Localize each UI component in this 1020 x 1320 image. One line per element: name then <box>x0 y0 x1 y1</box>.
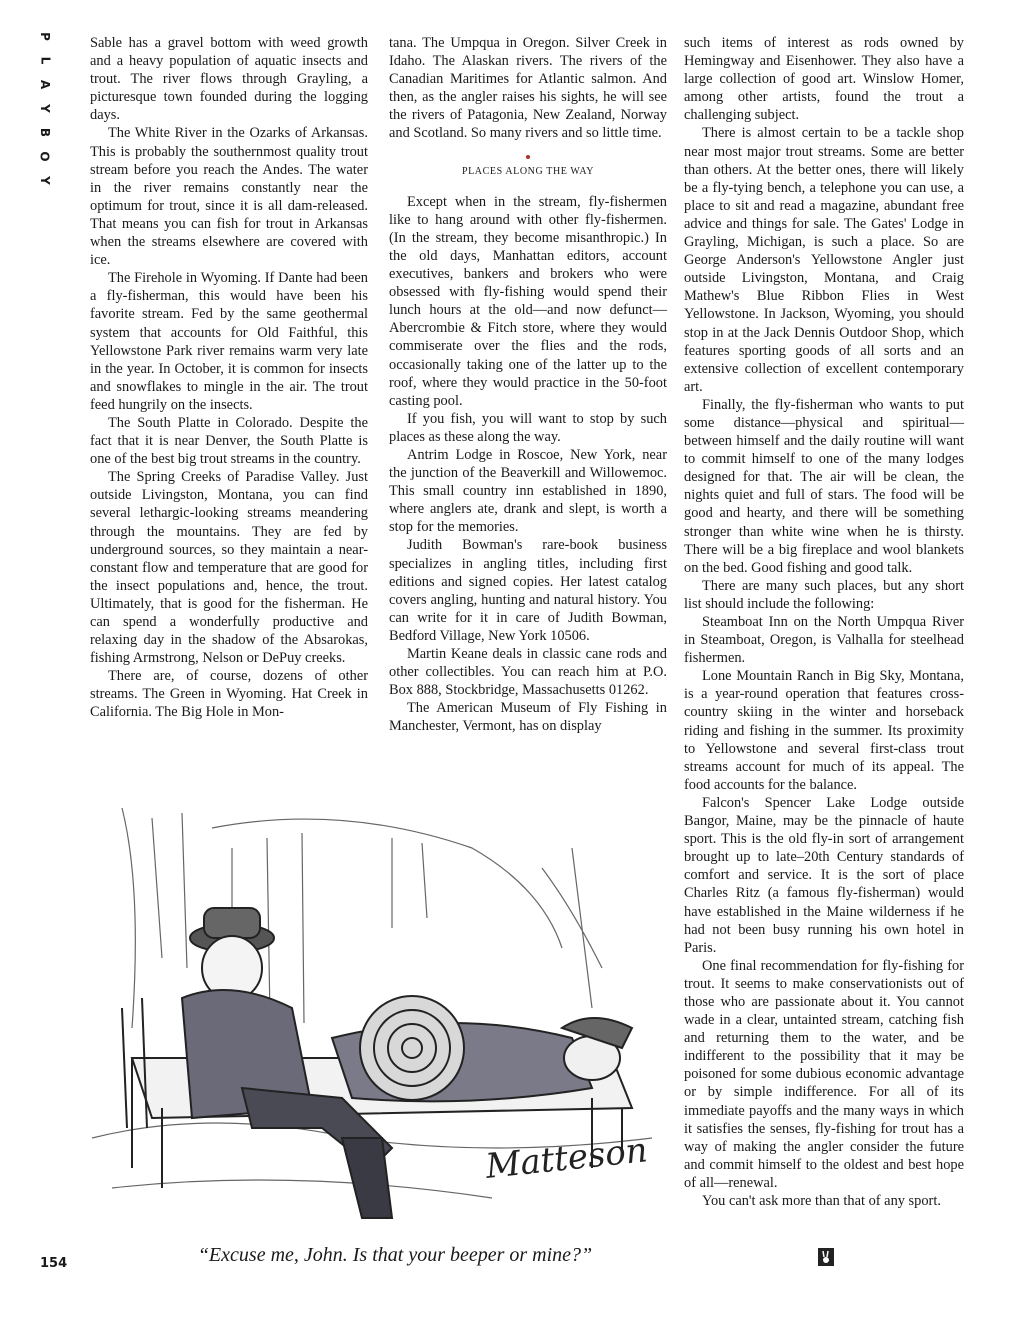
paragraph: There is almost certain to be a tackle shop near most major trout streams. Some are better than others. At the better ones, there will likely be a fly-tying bench, a telephone you can use, a place to sit and read a magazine, abundant free advice and things for sale. The Gates' Lodge in Grayling, Michigan, is such a place. So are George Anderson's Yellowstone Angler just outside Livingston, Montana, and Craig Mathew's Blue Ribbon Flies in West Yellowstone. In Jackson, Wyoming, you should stop in at the Jack Dennis Outdoor Shop, which features sporting goods of all sorts and an extensive collection of excellent contemporary art. <box>684 125 964 395</box>
article-column-3 <box>684 34 964 1210</box>
paragraph: The American Museum of Fly Fishing in Manchester, Vermont, has on display <box>389 700 667 735</box>
paragraph: Steamboat Inn on the North Umpqua River in Steamboat, Oregon, is Valhalla for steelhead fishermen. <box>684 614 964 667</box>
paragraph: Except when in the stream, fly-fishermen like to hang around with other fly-fishermen. (In the stream, they become misanthropic.) In the old days, Manhattan editors, account executives, bankers and brokers who were obsessed with fly-fishing would spend their lunch hours at the old—and now defunct—Abercrombie & Fitch store, where they would commiserate over the flies and the rods, occasionally taking one of the latter up to the roof, where they would practice in the 50-foot casting pool. <box>389 193 667 409</box>
sidebar-letter: L <box>38 56 52 66</box>
rabbit-head-end-mark-icon <box>818 1248 834 1266</box>
paragraph: Falcon's Spencer Lake Lodge outside Bangor, Maine, may be the pinnacle of haute sport. This is the old fly-in sort of arrangement brought up to late–20th Century standards of comfort and service. It is the sort of place Charles Ritz (a famous fly-fisherman) would have established in the Maine wilderness if he had not been busy running his own hotel in Paris. <box>684 794 964 956</box>
paragraph: Antrim Lodge in Roscoe, New York, near the junction of the Beaverkill and Willowemoc. This small country inn established in 1890, where anglers ate, drank and slept, is worth a stop for the memories. <box>389 446 667 536</box>
paragraph: Finally, the fly-fisherman who wants to put some distance—physical and spiritual—between himself and the daily routine will want to commit himself to one of the many lodges designed for that. The air will be clean, the nights quiet and full of stars. The food will be good and hearty, and there will be something stronger than white wine when he is thirsty. There will be a big fireplace and wool blankets on the bed. Good fishing and good talk. <box>684 396 964 576</box>
paragraph: If you fish, you will want to stop by such places as these along the way. <box>389 410 667 445</box>
reclining-man <box>332 996 632 1101</box>
paragraph: The White River in the Ozarks of Arkansas. This is probably the southernmost quality trout stream before you reach the Andes. The water in the river remains constantly near the optimum for trout, since it is all dam-released. That means you can fish for trout in Arkansas when the streams elsewhere are covered with ice. <box>90 125 368 269</box>
page-number: 154 <box>40 1256 68 1271</box>
sidebar-letter: O <box>37 151 52 163</box>
sidebar-letter: Y <box>37 104 52 114</box>
paragraph: tana. The Umpqua in Oregon. Silver Creek in Idaho. The Alaskan rivers. The rivers of the Canadian Maritimes for Atlantic salmon. And then, as the angler raises his sights, he will see the rivers of Patagonia, New Zealand, Norway and Scotland. So many rivers and so little time. <box>389 35 667 142</box>
paragraph: The Firehole in Wyoming. If Dante had been a fly-fisherman, this would have been his favorite stream. Fed by the same geothermal system that accounts for Old Faithful, this Yellowstone Park river remains warm very late in the year. In October, it is common for insects and snowflakes to mingle in the air. The trout feed hungrily on the insects. <box>90 270 368 413</box>
paragraph: Lone Mountain Ranch in Big Sky, Montana, is a year-round operation that features cross-country skiing in the winter and horseback riding and fishing in the summer. Its proximity to Yellowstone and several first-class trout streams account for much of its appeal. The food accounts for the balance. <box>684 668 964 793</box>
paragraph: Judith Bowman's rare-book business specializes in angling titles, including first editions and signed copies. Her latest catalog covers angling, hunting and natural history. You can write for it in care of Judith Bowman, Bedford Village, New York 10506. <box>389 537 667 644</box>
article-column-2 <box>389 34 667 735</box>
paragraph: There are many such places, but any short list should include the following: <box>684 577 964 612</box>
section-subhead: PLACES ALONG THE WAY <box>389 155 667 181</box>
paragraph: You can't ask more than that of any sport. <box>702 1193 941 1209</box>
paragraph: There are, of course, dozens of other streams. The Green in Wyoming. Hat Creek in California. The Big Hole in Mon- <box>90 668 368 721</box>
artist-signature: Matteson <box>483 1130 650 1187</box>
paragraph: such items of interest as rods owned by Hemingway and Eisenhower. They also have a large collection of good art. Winslow Homer, among other artists, found the trout a challenging subject. <box>684 35 964 124</box>
sidebar-letter: P <box>37 32 52 42</box>
article-column-1 <box>90 34 368 722</box>
cartoon-caption: “Excuse me, John. Is that your beeper or mine?” <box>197 1244 593 1266</box>
paragraph: Sable has a gravel bottom with weed growth and a heavy population of aquatic insects and trout. The river flows through Grayling, a picturesque town founded during the logging days. <box>90 35 368 124</box>
paragraph: Martin Keane deals in classic cane rods and other collectibles. You can reach him at P.O. Box 888, Stockbridge, Massachusetts 01262. <box>389 646 667 699</box>
sidebar-letter: A <box>37 79 52 91</box>
paragraph: The Spring Creeks of Paradise Valley. Just outside Livingston, Montana, you can find several lethargic-looking streams meandering through the mountains. They are fed by underground sources, so they maintain a near-constant flow and temperature that are good for the insect populations and, hence, the trout. Ultimately, that is good for the fisherman. He can spend a wonderfully productive and relaxing day in the shadow of the Absarokas, fishing Armstrong, Nelson or DePuy creeks. <box>90 469 368 667</box>
cartoon-illustration <box>92 808 670 1238</box>
sidebar-letter: B <box>38 127 52 139</box>
paragraph: The South Platte in Colorado. Despite the fact that it is near Denver, the South Platte is one of the best big trout streams in the country. <box>90 414 368 468</box>
paragraph: One final recommendation for fly-fishing for trout. It seems to make conservationists out of those who are passionate about it. You cannot wade in a clear, untainted stream, catching fish and returning them to the water, and be indifferent to the possibility that it may be poisoned for some dubious economic advantage or by simple indifference. For all of its immediate payoffs and the many ways in which it satisfies the senses, fly-fishing for trout has a way of making the angler consider the future and commit himself to the oldest and best hope of all—renewal. <box>684 957 964 1191</box>
magazine-sidebar-logo <box>34 30 56 188</box>
sidebar-letter: Y <box>37 176 52 186</box>
